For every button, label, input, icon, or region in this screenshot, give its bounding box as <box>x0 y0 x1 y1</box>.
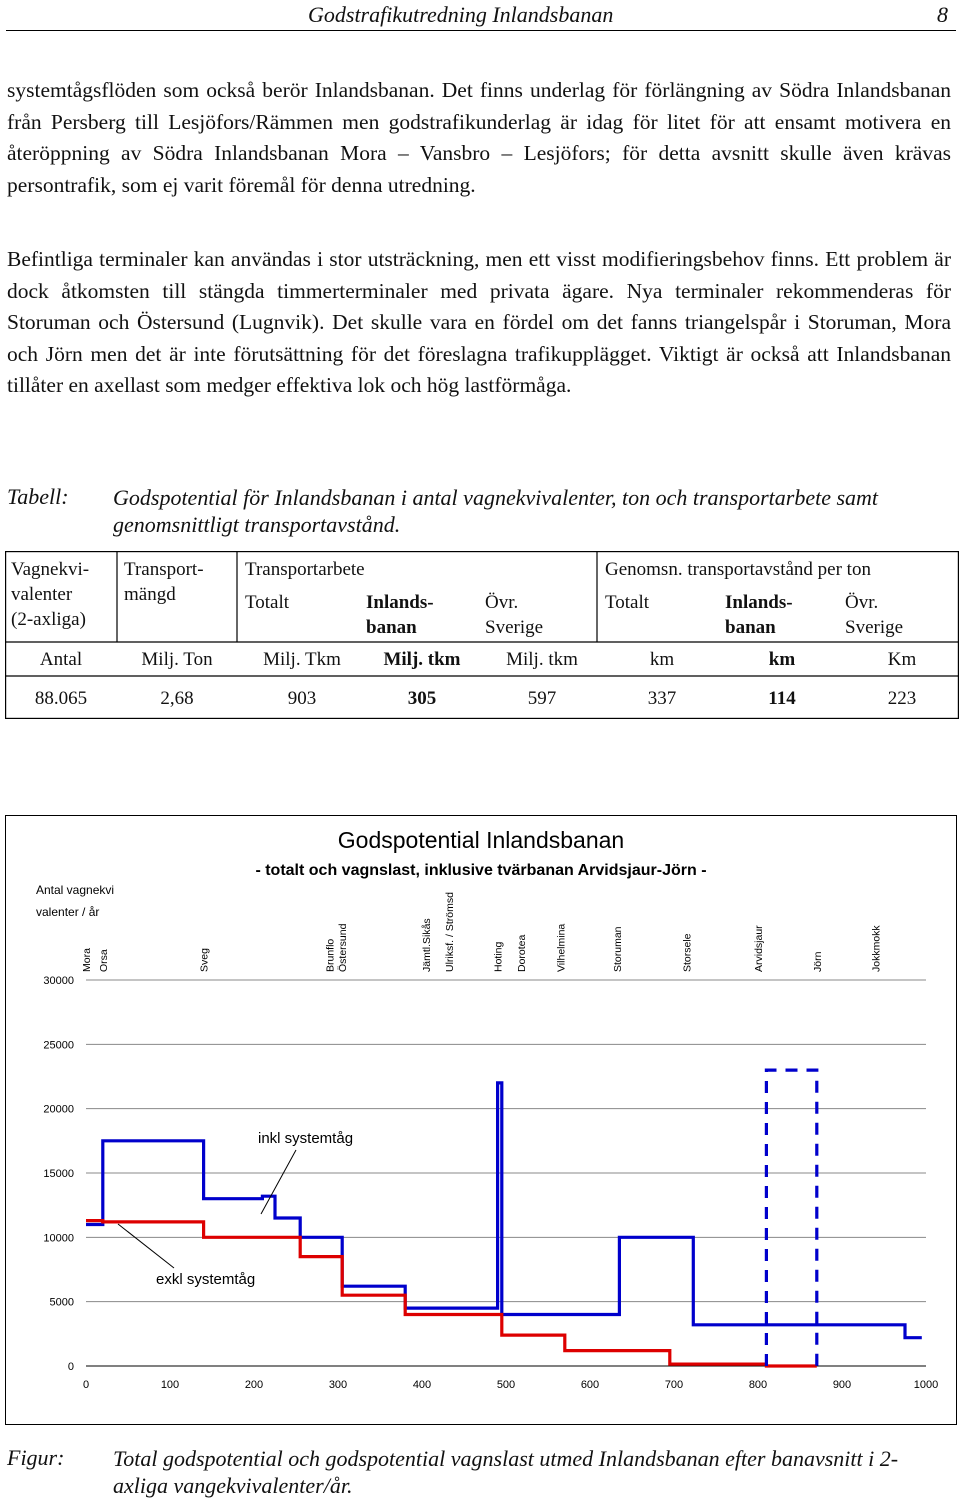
th-genomsnitt: Genomsn. transportavstånd per ton <box>605 559 871 580</box>
station-label: Jokkmokk <box>870 925 883 972</box>
unit-cell: Milj. Ton <box>141 649 213 670</box>
th-transportarbete: Transportarbete <box>245 559 365 580</box>
value-cell: 337 <box>647 688 677 709</box>
value-cell: 223 <box>887 688 917 709</box>
station-label: Jörn <box>811 951 824 972</box>
station-label: Dorotea <box>516 934 529 972</box>
station-label: Storuman <box>611 926 624 972</box>
unit-cell: km <box>649 649 675 670</box>
x-tick-label: 0 <box>82 1379 90 1391</box>
chart-subtitle: - totalt och vagnslast, inklusive tvärbanan Arvidsjaur-Jörn - <box>255 862 707 879</box>
station-label: Vilhelmina <box>555 923 568 972</box>
x-tick-label: 100 <box>160 1379 180 1391</box>
th-ta-totalt: Totalt <box>245 592 290 613</box>
x-tick-label: 300 <box>328 1379 348 1391</box>
value-cell: 2,68 <box>160 688 194 709</box>
stats-table <box>5 551 959 719</box>
th-ta-inlands-1: Inlands- <box>366 592 434 613</box>
th-vagnekvi-3: (2-axliga) <box>11 609 86 630</box>
station-label: Östersund <box>337 923 350 972</box>
x-tick-label: 600 <box>580 1379 600 1391</box>
th-gn-ovr-2: Sverige <box>845 617 904 638</box>
figure-caption-text: Total godspotential och godspotential vagnslast utmed Inlandsbanan efter banavsnitt i 2-axliga vangekvivalenter/år. <box>113 1446 899 1498</box>
annotation-pointer <box>118 1224 174 1268</box>
th-ta-ovr-2: Sverige <box>485 617 544 638</box>
th-ta-ovr-1: Övr. <box>485 592 519 613</box>
unit-cell: Milj. tkm <box>383 649 461 670</box>
unit-cell: Antal <box>39 649 83 670</box>
th-transportmangd-2: mängd <box>124 584 176 605</box>
value-cell: 597 <box>527 688 557 709</box>
series-line <box>86 1221 817 1366</box>
th-gn-totalt: Totalt <box>605 592 650 613</box>
header-title: Godstrafikutredning Inlandsbanan <box>308 2 614 27</box>
th-vagnekvi-2: valenter <box>11 584 73 605</box>
x-tick-label: 200 <box>244 1379 264 1391</box>
station-label: Hoting <box>492 941 505 972</box>
x-tick-label: 1000 <box>913 1379 939 1391</box>
th-transportmangd-1: Transport- <box>124 559 204 580</box>
th-ta-inlands-2: banan <box>366 617 417 638</box>
chart-frame <box>5 815 957 1425</box>
y-tick-label: 25000 <box>43 1039 74 1052</box>
th-gn-inlands-1: Inlands- <box>725 592 793 613</box>
table-caption-text: Godspotential för Inlandsbanan i antal vagnekvivalenter, ton och transportarbete samt genomsnittligt transportavstånd. <box>113 485 879 537</box>
unit-cell: Km <box>887 649 917 670</box>
th-gn-inlands-2: banan <box>725 617 776 638</box>
th-gn-ovr-1: Övr. <box>845 592 879 613</box>
th-vagnekvi-1: Vagnekvi- <box>11 559 90 580</box>
figure-caption-label: Figur: <box>7 1445 65 1470</box>
value-cell: 114 <box>768 688 796 709</box>
station-label: Orsa <box>97 949 110 972</box>
x-tick-label: 800 <box>748 1379 768 1391</box>
y-tick-label: 15000 <box>43 1168 74 1180</box>
paragraph-1: systemtågsflöden som också berör Inlandsbanan. Det finns underlag för förlängning av Södra Inlandsbanan från Persberg till Lesjöfors/Rämmen men godstrafikunderlag är idag för litet för att ensamt motivera en återöppning av Södra Inlandsbanan Mora – Vansbro – Lesjöfors; för detta avsnitt skulle även krävas persontrafik, som ej varit föremål för denna utredning. <box>7 78 951 197</box>
series-line <box>766 1070 816 1366</box>
page-number: 8 <box>937 2 948 27</box>
value-cell: 88.065 <box>34 688 88 709</box>
station-label: Mora <box>81 948 93 972</box>
value-cell: 903 <box>287 688 317 709</box>
station-label: Ulriksf. / Strömsd <box>443 892 456 972</box>
table-caption-label: Tabell: <box>7 484 69 509</box>
value-cell: 305 <box>407 688 437 709</box>
y-tick-label: 10000 <box>43 1232 74 1245</box>
station-label: Brunflo <box>324 938 337 972</box>
paragraph-2: Befintliga terminaler kan användas i stor utsträckning, men ett visst modifieringsbehov finns. Ett problem är dock åtkomsten till stängda timmerterminaler med privata ägare. Nya terminaler rekommenderas för Storuman och Östersund (Lugnvik). Det skulle vara en fördel om det fanns triangelspår i Storuman, Mora och Jörn men det är inte förutsättning för det föreslagna trafikupplägget. Viktigt är också att Inlandsbanan tillåter en axellast som medger effektiva lok och hög lastförmåga. <box>7 247 951 397</box>
chart-title: Godspotential Inlandsbanan <box>337 827 625 853</box>
annotation-pointer <box>261 1150 296 1214</box>
y-axis-label: Antal vagnekvi <box>36 883 115 897</box>
unit-cell: km <box>768 649 796 670</box>
y-tick-label: 5000 <box>49 1296 74 1309</box>
station-label: Jämtl.Sikås <box>421 918 434 972</box>
x-tick-label: 700 <box>664 1379 684 1391</box>
y-tick-label: 20000 <box>43 1103 74 1116</box>
annotation-exkl-systemtag: exkl systemtåg <box>156 1271 256 1288</box>
series-line <box>86 1083 922 1338</box>
y-tick-label: 0 <box>67 1361 74 1373</box>
annotation-inkl-systemtag: inkl systemtåg <box>258 1130 354 1147</box>
x-tick-label: 400 <box>412 1379 432 1391</box>
station-label: Arvidsjaur <box>753 925 765 972</box>
station-label: Sveg <box>198 948 211 972</box>
unit-cell: Milj. Tkm <box>263 649 341 670</box>
y-tick-label: 30000 <box>43 975 74 987</box>
x-tick-label: 900 <box>832 1379 852 1391</box>
page-header <box>6 0 956 31</box>
station-label: Storsele <box>681 933 694 972</box>
y-axis-label: valenter / år <box>36 905 100 919</box>
unit-cell: Milj. tkm <box>506 649 578 670</box>
godspotential-chart <box>6 816 956 1424</box>
x-tick-label: 500 <box>496 1379 516 1391</box>
